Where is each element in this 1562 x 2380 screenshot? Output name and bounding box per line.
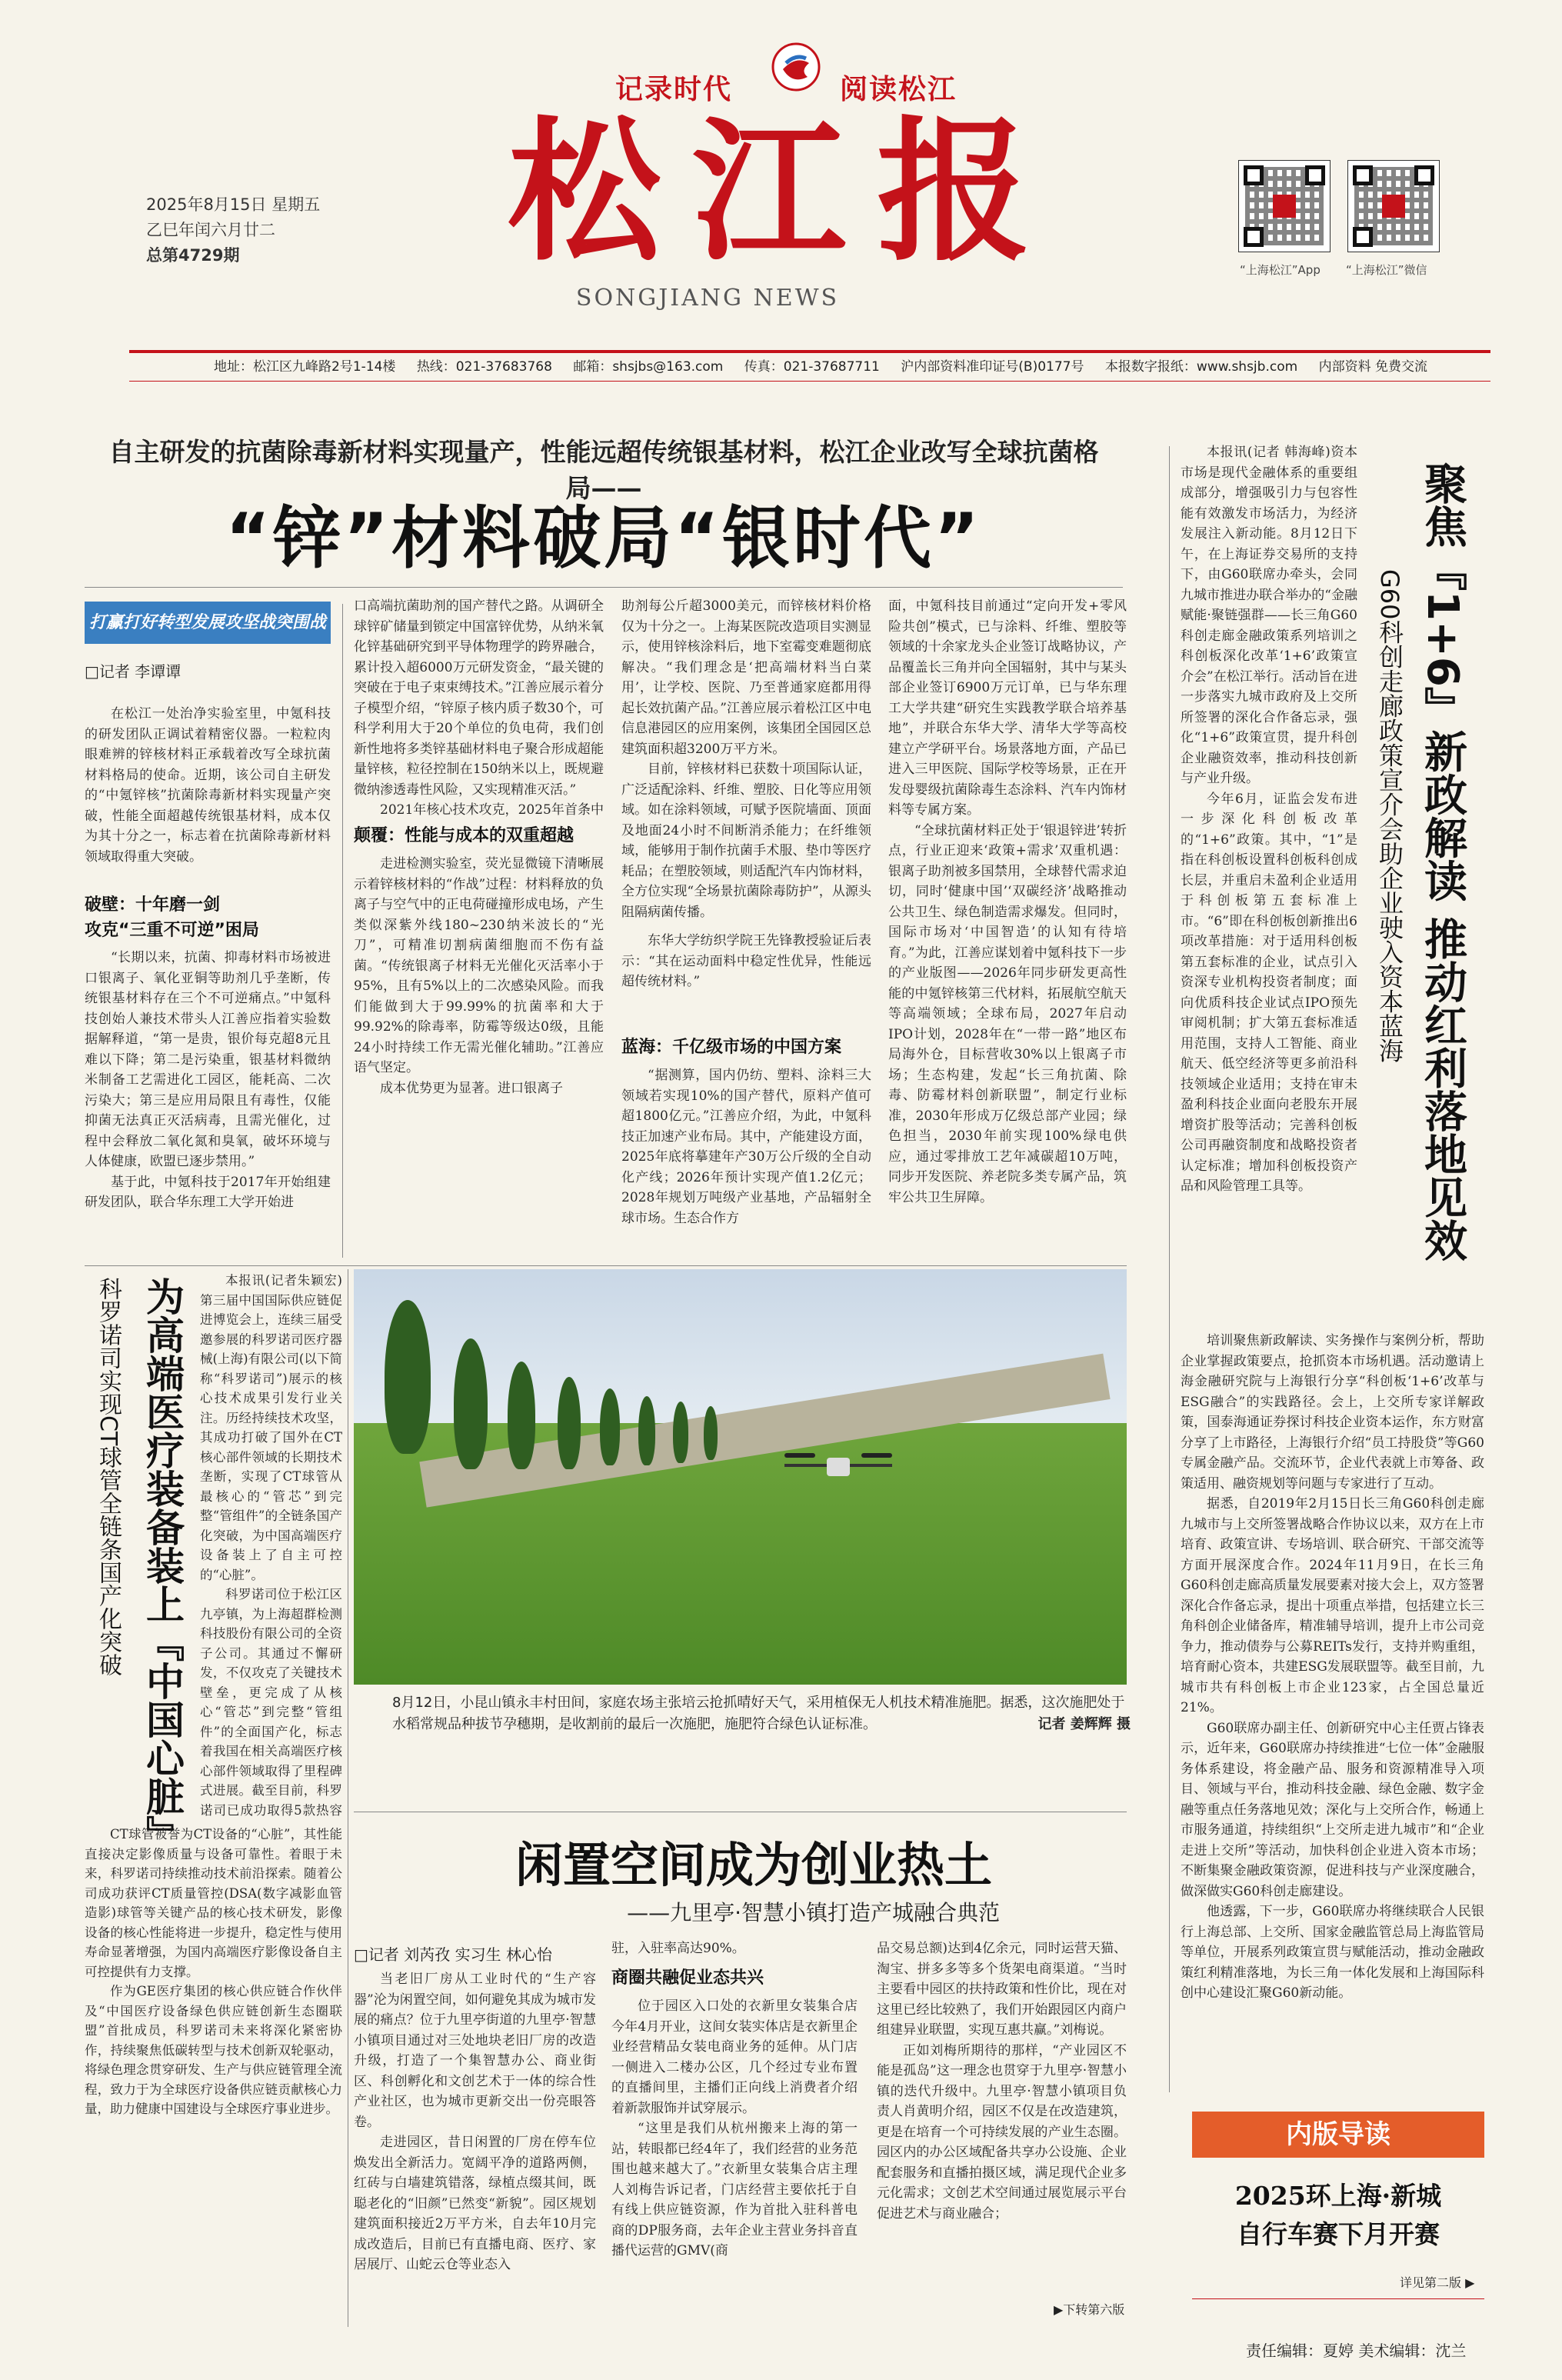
wechat-qr-code-icon[interactable] — [1347, 160, 1440, 252]
preview-title[interactable]: 2025环上海·新城 自行车赛下月开赛 — [1234, 2181, 1442, 2249]
medical-column-1: 本报讯(记者朱颖宏)第三届中国国际供应链促进博览会上，连续三届受邀参展的科罗诺司医疗器械(上海)有限公司(以下简称“科罗诺司”)展示的核心技术成果引发行业关注。历经持续技术攻坚，其成功打破了国外在CT核心部件领域的长期技术垄断，实现了CT球管从最核心的“管芯”到完整“管组件”的全链条国产化突破，为中国高端医疗设备装上了自主可控的“心脏”。 科罗诺司位于松江区九亭镇，为上海超群检测科技股份有限公司的全资子公司。其通过不懈研发，不仅攻克了关键技术壁垒，更完成了从核心“管芯”到完整“管组件”的全面国产化，标志着我国在相关高端医疗核心部件领域取得了里程碑式进展。截至目前，科罗诺司已成功取得5款热容 — [200, 1273, 342, 1817]
address: 地址：松江区九峰路2号1-14楼 — [214, 359, 396, 375]
g60-story-subtitle: G60科创走廊政策宣介会助企业驶入资本蓝海 — [1375, 569, 1404, 1063]
lead-column-3b: 东华大学纺织学院王先锋教授验证后表示：“其在运动面料中稳定性优异，性能远超传统材料。” — [621, 933, 871, 989]
lunar-date: 乙巳年闰六月廿二 — [146, 221, 275, 239]
space-column-2: 位于园区入口处的衣新里女装集合店今年4月开业，这间女装实体店是衣新里企业经营精品女装电商业务的延伸。从门店一侧进入二楼办公区，几个经过专业布置的直播间里，主播们正向线上消费者介绍着新款服饰并试穿展示。 “这里是我们从杭州搬来上海的第一站，转眼都已经4年了，我们经营的业务范围也越来越大了。”衣新里女装集合店主理人刘梅告诉记者，门店经营主要依托于自有线上供应链资源，作为首批入驻科普电商的DP服务商，去年企业主营业务抖音直播代运营的GMV(商 — [611, 1998, 858, 2258]
column-rule — [342, 604, 343, 1258]
newspaper-title-en: SONGJIANG NEWS — [575, 285, 840, 312]
wechat-qr-caption: “上海松江”微信 — [1346, 263, 1427, 277]
medical-column-2: CT球管被誉为CT设备的“心脏”，其性能直接决定影像质量与设备可靠性。着眼于未来，科罗诺司持续推动技术前沿探索。随着公司成功获评CT质量管控(DSA(数字减影血管造影)球管等关键产品的核心技术研发，影像设备的核心性能将进一步提升，稳定性与使用寿命显著增强，为国内高端医疗影像设备自主可控提供有力支撑。 作为GE医疗集团的核心供应链合作伙伴及“中国医疗设备绿色供应链创新生态圈联盟”首批成员，科罗诺司未来将深化紧密协作，持续聚焦低碳转型与技术创新双轮驱动，将绿色理念贯穿研发、生产与供应链管理全流程，致力于为全球医疗设备供应链贡献核心力量，助力健康中国建设与全球医疗事业进步。 — [85, 1827, 342, 2116]
info-bar — [129, 350, 1490, 382]
masthead — [0, 0, 1562, 350]
lead-headline: “锌”材料破局“银时代” — [225, 498, 982, 578]
fax: 传真：021-37687711 — [744, 359, 880, 375]
lead-column-1: 在松江一处治净实验室里，中氪科技的研发团队正调试着精密仪器。一粒粒肉眼难辨的锌核材料正承载着改写全球抗菌材料格局的使命。近期，该公司自主研发的“中氪锌核”抗菌除毒新材料实现量产突破，性能全面超越传统银基材料，成本仅为其十分之一，标志着在抗菌除毒新材料领域取得重大突破。 — [85, 706, 331, 865]
medical-story-title: 为高端医疗装备装上『中国心脏』 — [140, 1277, 185, 1854]
lead-subhead-1: 破壁：十年磨一剑 攻克“三重不可逆”困局 — [85, 895, 259, 940]
newspaper-title: 松江报 — [507, 102, 1061, 282]
continued-link[interactable]: ▶下转第六版 — [1054, 2302, 1125, 2317]
hotline: 热线：021-37683768 — [416, 359, 552, 375]
lead-column-3c: “据测算，国内仍纺、塑料、涂料三大领域若实现10%的国产替代，原料产值可超1800亿元。”江善应介绍，为此，中氪科技正加速产业布局。其中，产能建设方面，2025年底将摹建年产30万公斤级的全自动化产线；2026年预计实现产值1.2亿元；2028年规划万吨级产业基地，产品辐射全球市场。生态合作方 — [621, 1068, 871, 1226]
lead-byline: □记者 李谭谭 — [85, 662, 182, 681]
lead-column-3: 助剂每公斤超3000美元，而锌核材料价格仅为十分之一。上海某医院改造项目实测显示，使用锌核涂料后，地下室霉变难题彻底解决。“我们理念是‘把高端材料当白菜用’，让学校、医院、乃至普通家庭都用得起长效抗菌产品。”江善应展示着松江区中电信息港园区的应用案例，该集团全国园区总建筑面积超3200万平方米。 目前，锌核材料已获数十项国际认证，广泛适配涂料、纤维、塑胶、日化等应用领域。如在涂料领域，可赋予医院墙面、顶面及地面24小时不间断消杀能力；在纤维领域，能够用于制作抗菌手术服、垫巾等医疗耗品；在塑胶领域，则适配汽车内饰材料，全方位实现“全场景抗菌除毒防护”，从源头阻隔病菌传播。 — [621, 598, 871, 920]
medical-story-subtitle: 科罗诺司实现CT球管全链条国产化突破 — [95, 1277, 122, 1677]
space-story-title: 闲置空间成为创业热土 — [515, 1837, 992, 1893]
space-story-subtitle: ——九里亭·智慧小镇打造产城融合典范 — [627, 1900, 1000, 1925]
space-subhead: 商圈共融促业态共兴 — [611, 1968, 764, 1988]
editors-credit: 责任编辑：夏婷 美术编辑：沈兰 — [1246, 2342, 1467, 2360]
photo-credit: 记者 姜辉辉 摄 — [1037, 1716, 1131, 1732]
topic-banner: 打赢打好转型发展攻坚战突围战 — [85, 602, 331, 644]
g60-column-2: 培训聚焦新政解读、实务操作与案例分析，帮助企业掌握政策要点，抢抓资本市场机遇。活动邀请上海金融研究院与上海银行分享“科创板‘1+6’改革与ESG融合”的实践路径。会上，上交所专家详解政策，国泰海通证券探讨科技企业资本运作，东方财富分享了上市路径，上海银行介绍“员工持股贷”等G60专属金融产品。交流环节，企业代表就上市筹备、政策适用、融资规划等问题与专家进行了互动。 据悉，自2019年2月15日长三角G60科创走廊九城市与上交所签署战略合作协议以来，双方在上市培育、政策宣讲、专场培训、联合研究、干部交流等方面开展深度合作。2024年11月9日，在长三角G60科创走廊高质量发展要素对接大会上，双方签署深化合作备忘录，提出十项重点举措，包括建立长三角科创企业储备库，精准辅导培训，提升上市公司竞争力，推动债券与公募REITs发行，支持并购重组，培育耐心资本，共建ESG发展联盟等。截至目前，九城市共有科创板上市企业123家，占全国总量近21%。 G60联席办副主任、创新研究中心主任贾占锋表示，近年来，G60联席办持续推进“七位一体”金融服务体系建设，将金融产品、服务和资源精准导入项目、领域与平台，推动科技金融、绿色金融、数字金融等重点任务落地见效；深化与上交所合作，畅通上市服务通道，持续组织“上交所走进九城市”和“企业走进上交所”等活动，加快科创企业进入资本市场；不断集聚金融政策资源，促进科技与产业深度融合，做深做实G60科创走廊建设。 他透露，下一步，G60联席办将继续联合人民银行上海总部、上交所、国家金融监管总局上海监管局等单位，开展系列政策宣贯与赋能活动，推动金融政策红利精准落地，为长三角一体化发展和上海国际科创中心建设汇聚G60新动能。 — [1181, 1333, 1484, 2001]
email: 邮箱：shsjbs@163.com — [573, 359, 724, 375]
divider — [85, 587, 1123, 588]
divider — [1192, 2298, 1484, 2299]
divider — [85, 1265, 1127, 1266]
space-column-3: 品交易总额)达到4亿余元，同时运营天猫、淘宝、拼多多等多个货架电商渠道。“当时主要看中园区的扶持政策和性价比，现在对这里已经比较熟了，我们开始跟园区内商户组建异业联盟，实现互惠共赢。”刘梅说。 正如刘梅所期待的那样，“产业园区不能是孤岛”这一理念也贯穿于九里亭·智慧小镇的迭代升级中。九里亭·智慧小镇项目负责人肖黄明介绍，园区不仅是在改造建筑，更是在培育一个可持续发展的产业生态圈。园区内的办公区域配备共享办公设施、企业配套服务和直播拍摄区域，满足现代企业多元化需求；文创艺术空间通过展览展示平台促进艺术与商业融合； — [877, 1941, 1127, 2222]
newspaper-logo-icon — [769, 40, 823, 94]
note: 内部资料 免费交流 — [1318, 359, 1427, 375]
drone-icon — [784, 1442, 892, 1488]
lead-subhead-2: 颠覆：性能与成本的双重超越 — [354, 826, 575, 845]
column-rule — [1169, 446, 1170, 2092]
app-qr-caption: “上海松江”App — [1240, 263, 1321, 277]
license: 沪内部资料准印证号(B)0177号 — [901, 359, 1084, 375]
space-byline: □记者 刘芮孜 实习生 林心怡 — [354, 1945, 552, 1964]
preview-more-link[interactable]: 详见第二版 ▶ — [1400, 2275, 1475, 2290]
slogan-left: 记录时代 — [615, 74, 733, 105]
g60-story-title: 聚焦『1+6』新政解读 推动红利落地见效 — [1417, 462, 1467, 1262]
lead-kicker: 自主研发的抗菌除毒新材料实现量产，性能远超传统银基材料，松江企业改写全球抗菌格局—— — [108, 437, 1099, 503]
space-column-2a: 驻，入驻率高达90%。 — [611, 1941, 745, 1956]
date-block — [146, 192, 320, 268]
lead-subhead-3: 蓝海：千亿级市场的中国方案 — [621, 1038, 842, 1057]
lead-column-1b: “长期以来，抗菌、抑毒材料市场被进口银离子、氧化亚铜等助剂几乎垄断，传统银基材料存在三个不可逆痛点。”中氪科技创始人兼技术带头人江善应指着实验数据解释道，“第一是贵，银价每克超8元且难以下降；第二是污染重，银基材料微纳米制备工艺需进化工园区，能耗高、二次污染大；第三是应用局限且有毒性，仅能抑菌无法真正灭活病毒，且需光催化，过程中会释放二氧化氮和臭氧，破坏环境与人体健康，欧盟已逐步禁用。” 基于此，中氪科技于2017年开始组建研发团队，联合华东理工大学开始进 — [85, 950, 331, 1210]
issue-date: 2025年8月15日 星期五 — [146, 195, 321, 214]
lead-column-2: 口高端抗菌助剂的国产替代之路。从调研全球锌矿储量到锁定中国富锌优势，从纳米氧化锌基础研究到平导体物理学的跨界融合，累计投入超6000万元研发资金，“最关键的突破在于电子束束缚技术。”江善应展示着分子模型介绍，“锌原子核内质子数30个，可科学利用大于20个单位的负电荷，我们创新性地将多类锌基础材料电子聚合形成超能量锌核，粒径控制在150纳米以上，既规避微纳渗透毒性风险，又实现精准灭活。” 2021年核心技术攻克，2025年首条中 — [354, 598, 604, 818]
app-qr-code-icon[interactable] — [1238, 160, 1331, 252]
website[interactable]: 本报数字报纸：www.shsjb.com — [1104, 359, 1298, 375]
photo-caption: 8月12日，小昆山镇永丰村田间，家庭农场主张培云抢抓晴好天气，采用植保无人机技术精准施肥。据悉，这次施肥处于水稻常规品种拔节孕穗期，是收割前的最后一次施肥，施肥符合绿色认证标准。 记者 姜辉辉 摄 — [392, 1692, 1131, 1735]
lead-column-2b: 走进检测实验室，荧光显微镜下清晰展示着锌核材料的“作战”过程：材料释放的负离子与空气中的正电荷碰撞形成电场，产生类似深紫外线180~230纳米波长的“光刀”，可精准切割病菌细胞而不伤有益菌。“传统银离子材料无光催化灭活率小于95%，且有5%以上的二次感染风险。而我们能做到大于99.99%的抗菌率和大于99.92%的除毒率，防霉等级达0级，且能24小时持续工作无需光催化辅助。”江善应语气坚定。 成本优势更为显著。进口银离子 — [354, 856, 604, 1096]
lead-column-4: 面，中氪科技目前通过“定向开发+零风险共创”模式，已与涂料、纤维、塑胶等领域的十余家龙头企业签订战略协议，产品覆盖长三角并向全国辐射，其中与某头部企业签订6900万元订单，已与华东理工大学共建“研究生实践教学联合培养基地”，并联合东华大学、清华大学等高校建立产学研平台。场景落地方面，产品已进入三甲医院、国际学校等场景，正在开发母婴级抗菌除毒生态涂料、汽车内饰材料等专属方案。 “全球抗菌材料正处于‘银退锌进’转折点，行业正迎来‘政策+需求’双重机遇：银离子助剂被多国禁用，全球替代需求迫切，同时‘健康中国’‘双碳经济’战略推动公共卫生、绿色制造需求爆发。但同时，国际市场对‘中国智造’的认知有待培育。”为此，江善应谋划着中氪科技下一步的产业版图——2026年同步研发更高性能的中氪锌核第三代材料，拓展航空航天等高端领域；全球布局，2027年启动IPO计划，2028年在“一带一路”地区布局海外仓，目标营收30%以上银离子市场；生态构建，发起“长三角抗菌、除毒、防霉材料创新联盟”，制定行业标准，2030年形成万亿级总部产业园；绿色担当，2030年前实现100%绿电供应，通过零排放工艺年减碳超10万吨，同步开发医院、养老院多类专属产品，筑牢公共卫生屏障。 — [888, 598, 1127, 1205]
drone-field-photo — [354, 1269, 1127, 1685]
space-column-1: 当老旧厂房从工业时代的“生产容器”沦为闲置空间，如何避免其成为城市发展的痛点？位于九里亭街道的九里亭·智慧小镇项目通过对三处地块老旧厂房的改造升级，打造了一个集智慧办公、商业街区、科创孵化和文创艺术于一体的综合性产业社区，也为城市更新交出一份亮眼答卷。 走进园区，昔日闲置的厂房在停车位焕发出全新活力。宽阔平净的道路两侧，红砖与白墙建筑错落，绿植点缀其间，既聪老化的“旧颜”已然变“新貌”。园区规划建筑面积接近2万平方米，自去年10月完成改造后，目前已有直播电商、医疗、家居展厅、山蛇云仓等业态入 — [354, 1972, 596, 2272]
g60-column-1: 本报讯(记者 韩海峰)资本市场是现代金融体系的重要组成部分，增强吸引力与包容性能有效激发市场活力，为经济发展注入新动能。8月12日下午，在上海证券交易所的支持下，由G60联席办牵头，会同九城市推进办联合举办的“金融赋能·聚链强群——长三角G60科创走廊金融政策系列培训之科创板深化改革‘1+6’政策宣介会”在松江举行。活动旨在进一步落实九城市政府及上交所所签署的深化合作备忘录，强化“1+6”政策宣贯，提升科创企业融资效率，推动科技创新与产业升级。 今年6月，证监会发布进一步深化科创板改革的“1+6”政策。其中，“1”是指在科创板设置科创板科创成长层，并重启未盈利企业适用于科创板第五套标准上市。“6”即在科创板创新推出6项改革措施：对于适用科创板第五套标准的企业，试点引入资深专业机构投资者制度；面向优质科技企业试点IPO预先审阅机制；扩大第五套标准适用范围，支持人工智能、商业航天、低空经济等更多前沿科技领域企业适用；支持在审未盈利科技企业面向老股东开展增资扩股等活动；完善科创板公司再融资制度和战略投资者认定标准；增加科创板投资产品和风险管理工具等。 — [1181, 445, 1357, 1194]
slogan-right: 阅读松江 — [840, 74, 958, 105]
preview-header: 内版导读 — [1192, 2112, 1484, 2158]
issue-number: 总第4729期 — [146, 246, 240, 265]
